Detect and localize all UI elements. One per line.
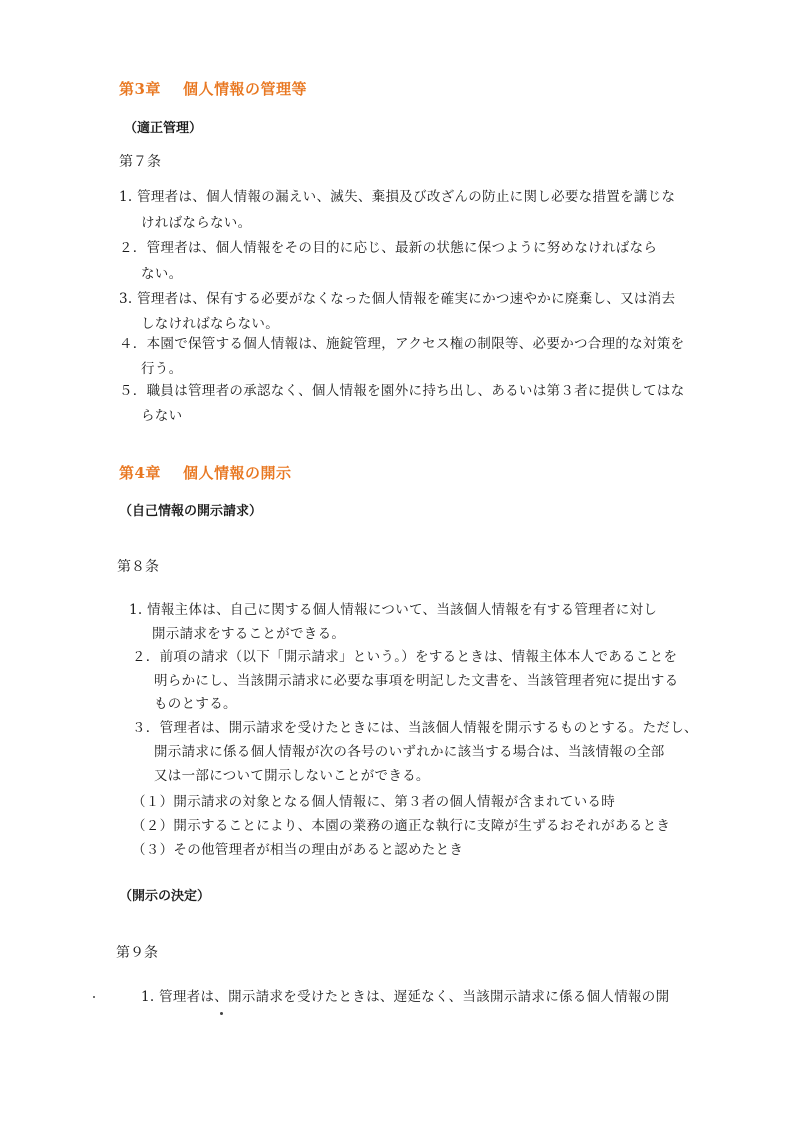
article-8-item-1-cont: 開示請求をすることができる。 [152, 626, 346, 642]
article-7-label: 第７条 [119, 154, 161, 170]
article-8-subitem-1: （１）開示請求の対象となる個人情報に、第３者の個人情報が含まれている時 [132, 794, 615, 810]
chapter-title: 個人情報の管理等 [182, 80, 307, 98]
article-7-item-1-cont: ければならない。 [141, 215, 252, 231]
article-8-item-3-cont: 又は一部について開示しないことができる。 [154, 768, 430, 784]
scan-speck [220, 1012, 223, 1015]
article-8-item-3-cont: 開示請求に係る個人情報が次の各号のいずれかに該当する場合は、当該情報の全部 [154, 744, 665, 760]
article-8-subitem-3: （３）その他管理者が相当の理由があると認めたとき [132, 842, 464, 858]
article-7-item-2: ２．管理者は、個人情報をその目的に応じ、最新の状態に保つように努めなければなら [119, 240, 658, 256]
article-8-subitem-2: （２）開示することにより、本園の業務の適正な執行に支障が生ずるおそれがあるとき [132, 818, 671, 834]
article-7-item-5-cont: らない [141, 408, 183, 424]
article-7-item-5: ５．職員は管理者の承認なく、個人情報を園外に持ち出し、あるいは第３者に提供してはな [119, 383, 685, 399]
article-8-item-2: ２．前項の請求（以下「開示請求」という。）をするときは、情報主体本人であることを [132, 649, 678, 665]
article-8-item-1: 1. 情報主体は、自己に関する個人情報について、当該個人情報を有する管理者に対し [129, 602, 658, 618]
article-9-label: 第９条 [116, 945, 158, 961]
article-7-item-3-cont: しなければならない。 [141, 316, 279, 332]
article-7-item-4: ４．本園で保管する個人情報は、施錠管理，アクセス権の制限等、必要かつ合理的な対策を [119, 336, 685, 352]
article-7-item-4-cont: 行う。 [141, 361, 183, 377]
chapter-3-heading [119, 78, 307, 99]
article-7-item-1: 1. 管理者は、個人情報の漏えい、滅失、棄損及び改ざんの防止に関し必要な措置を講じな [119, 189, 676, 205]
chapter-number: 第4章 [119, 464, 161, 482]
chapter-title: 個人情報の開示 [182, 464, 292, 482]
section-heading-manage: （適正管理） [124, 121, 203, 136]
article-7-item-3: 3. 管理者は、保有する必要がなくなった個人情報を確実にかつ速やかに廃棄し、又は消去 [119, 291, 676, 307]
article-9-item-1: 1. 管理者は、開示請求を受けたときは、遅延なく、当該開示請求に係る個人情報の開 [141, 989, 670, 1005]
chapter-4-heading [119, 462, 291, 483]
article-8-item-2-cont: 明らかにし、当該開示請求に必要な事項を明記した文書を、当該管理者宛に提出する [154, 673, 679, 689]
article-8-item-3: ３．管理者は、開示請求を受けたときには、当該個人情報を開示するものとする。ただし、 [132, 720, 698, 736]
section-heading-decision: （開示の決定） [119, 889, 211, 904]
scan-speck [93, 996, 95, 998]
article-8-label: 第８条 [117, 559, 159, 575]
section-heading-request: （自己情報の開示請求） [119, 504, 263, 519]
article-7-item-2-cont: ない。 [141, 266, 183, 282]
article-8-item-2-cont: ものとする。 [154, 696, 237, 712]
chapter-number: 第3章 [119, 80, 161, 98]
